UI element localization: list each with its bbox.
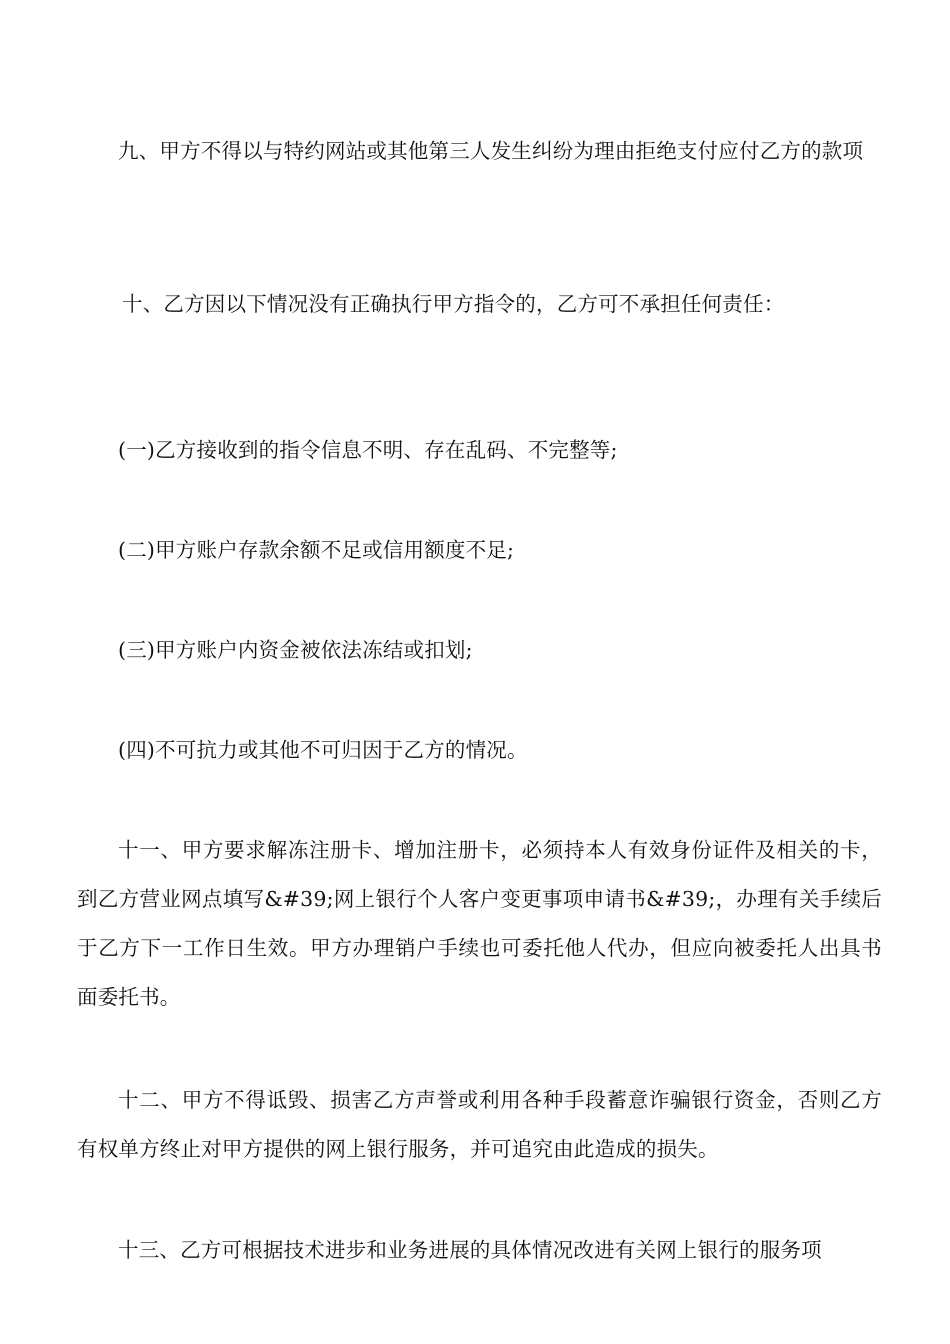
clause-10: 十、乙方因以下情况没有正确执行甲方指令的，乙方可不承担任何责任： [122, 292, 785, 316]
clause-10-item-2: (二)甲方账户存款余额不足或信用额度不足; [118, 538, 515, 562]
clause-11: 十一、甲方要求解冻注册卡、增加注册卡，必须持本人有效身份证件及相关的卡，到乙方营业网点填写&#39;网上银行个人客户变更事项申请书&#39;，办理有关手续后于乙方下一工作日生效。甲方办理销户手续也可委托他人代办，但应向被委托人出具书面委托书。 [77, 838, 882, 1009]
clause-12: 十二、甲方不得诋毁、损害乙方声誉或利用各种手段蓄意诈骗银行资金，否则乙方有权单方终止对甲方提供的网上银行服务，并可追究由此造成的损失。 [77, 1088, 882, 1161]
clause-13: 十三、乙方可根据技术进步和业务进展的具体情况改进有关网上银行的服务项 [118, 1238, 822, 1262]
clause-9: 九、甲方不得以与特约网站或其他第三人发生纠纷为理由拒绝支付应付乙方的款项 [118, 139, 864, 163]
clause-10-item-1: (一)乙方接收到的指令信息不明、存在乱码、不完整等; [118, 438, 618, 462]
clause-10-item-3: (三)甲方账户内资金被依法冻结或扣划; [118, 638, 473, 662]
clause-10-item-4: (四)不可抗力或其他不可归因于乙方的情况。 [118, 738, 528, 762]
